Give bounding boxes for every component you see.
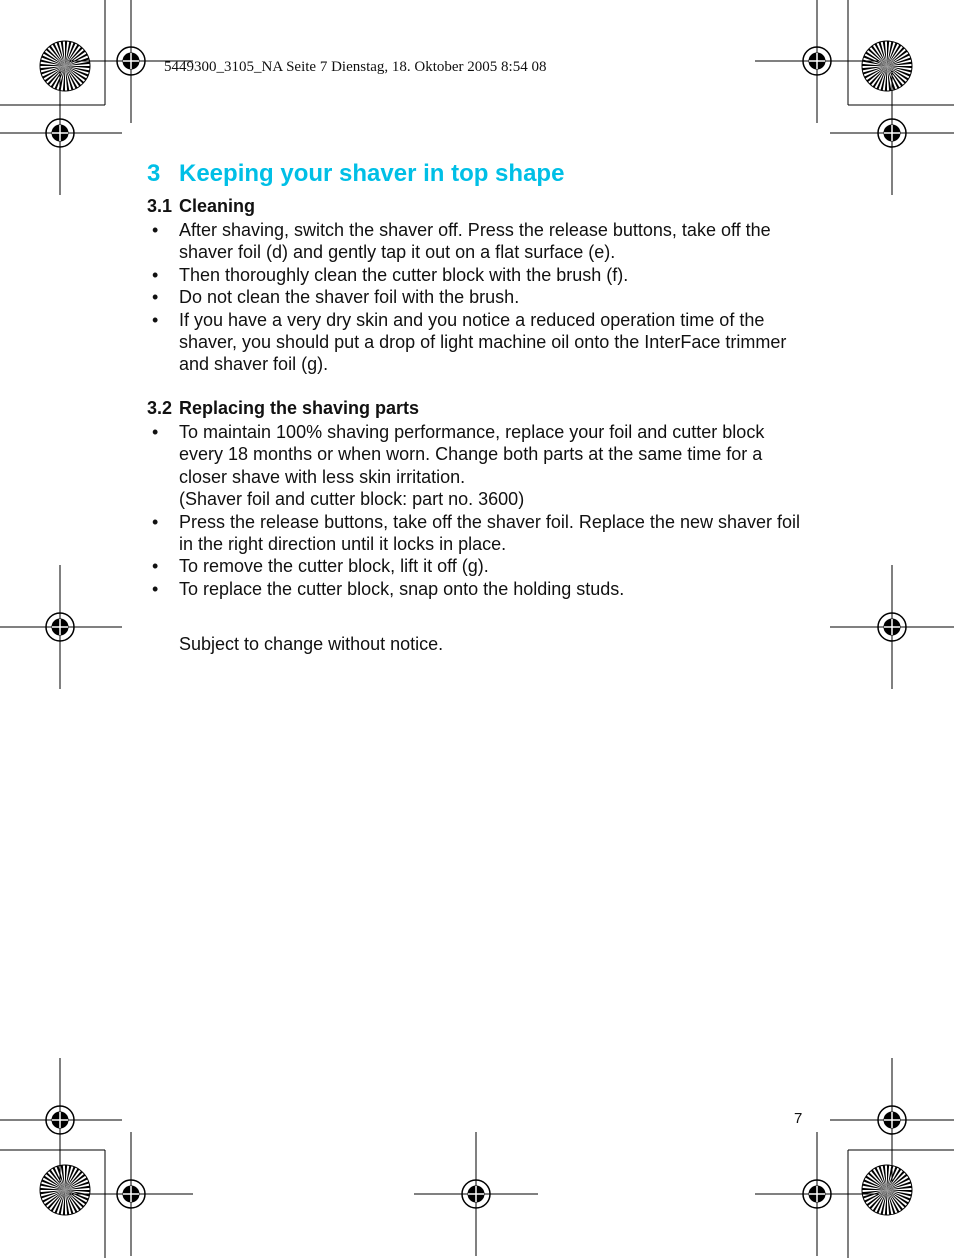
section-number: 3.2 — [147, 398, 173, 418]
registration-mark-icon — [414, 1132, 538, 1256]
list-item: • To remove the cutter block, lift it off (g). — [148, 555, 808, 577]
list-item-text: To maintain 100% shaving performance, replace your foil and cutter block every 18 months or when worn. Change both parts at the same time for a closer shave with less skin irritation. — [179, 422, 765, 487]
list-item: • If you have a very dry skin and you notice a reduced operation time of the shaver, you should put a drop of light machine oil onto the InterFace trimmer and shaver foil (g). — [148, 309, 808, 376]
registration-mark-icon — [830, 1058, 954, 1182]
starburst-target-icon — [862, 41, 912, 91]
page-title — [147, 160, 564, 188]
section-title: Replacing the shaving parts — [179, 398, 420, 418]
list-item: • To replace the cutter block, snap onto the holding studs. — [148, 578, 808, 600]
registration-mark-icon — [0, 71, 122, 195]
replacing-list — [148, 421, 808, 600]
registration-mark-icon — [0, 1058, 122, 1182]
chapter-title: Keeping your shaver in top shape — [179, 160, 565, 187]
registration-mark-icon — [0, 565, 122, 689]
section-heading-cleaning — [147, 196, 255, 217]
list-item: • Press the release buttons, take off the shaver foil. Replace the new shaver foil in the right direction until it locks in place. — [148, 511, 808, 556]
parts-note: (Shaver foil and cutter block: part no. 3600) — [179, 489, 525, 510]
list-item: • Do not clean the shaver foil with the brush. — [148, 286, 808, 308]
footer-note: Subject to change without notice. — [179, 634, 444, 654]
print-header: 5449300_3105_NA Seite 7 Dienstag, 18. Oktober 2005 8:54 08 — [164, 59, 547, 75]
section-title: Cleaning — [179, 196, 256, 216]
starburst-target-icon — [40, 1165, 90, 1215]
starburst-target-icon — [862, 1165, 912, 1215]
cleaning-list — [148, 219, 808, 376]
list-item: • After shaving, switch the shaver off. Press the release buttons, take off the shaver foil (d) and gently tap it out on a flat surface (e). — [148, 219, 808, 264]
chapter-number: 3 — [147, 160, 161, 187]
registration-mark-icon — [830, 565, 954, 689]
section-heading-replacing — [147, 398, 419, 419]
list-item: • Then thoroughly clean the cutter block with the brush (f). — [148, 264, 808, 286]
registration-mark-icon — [830, 71, 954, 195]
section-number: 3.1 — [147, 196, 173, 216]
page-number: 7 — [794, 1110, 803, 1127]
registration-mark-icon — [755, 1132, 879, 1256]
list-item — [148, 421, 808, 511]
starburst-target-icon — [40, 41, 90, 91]
